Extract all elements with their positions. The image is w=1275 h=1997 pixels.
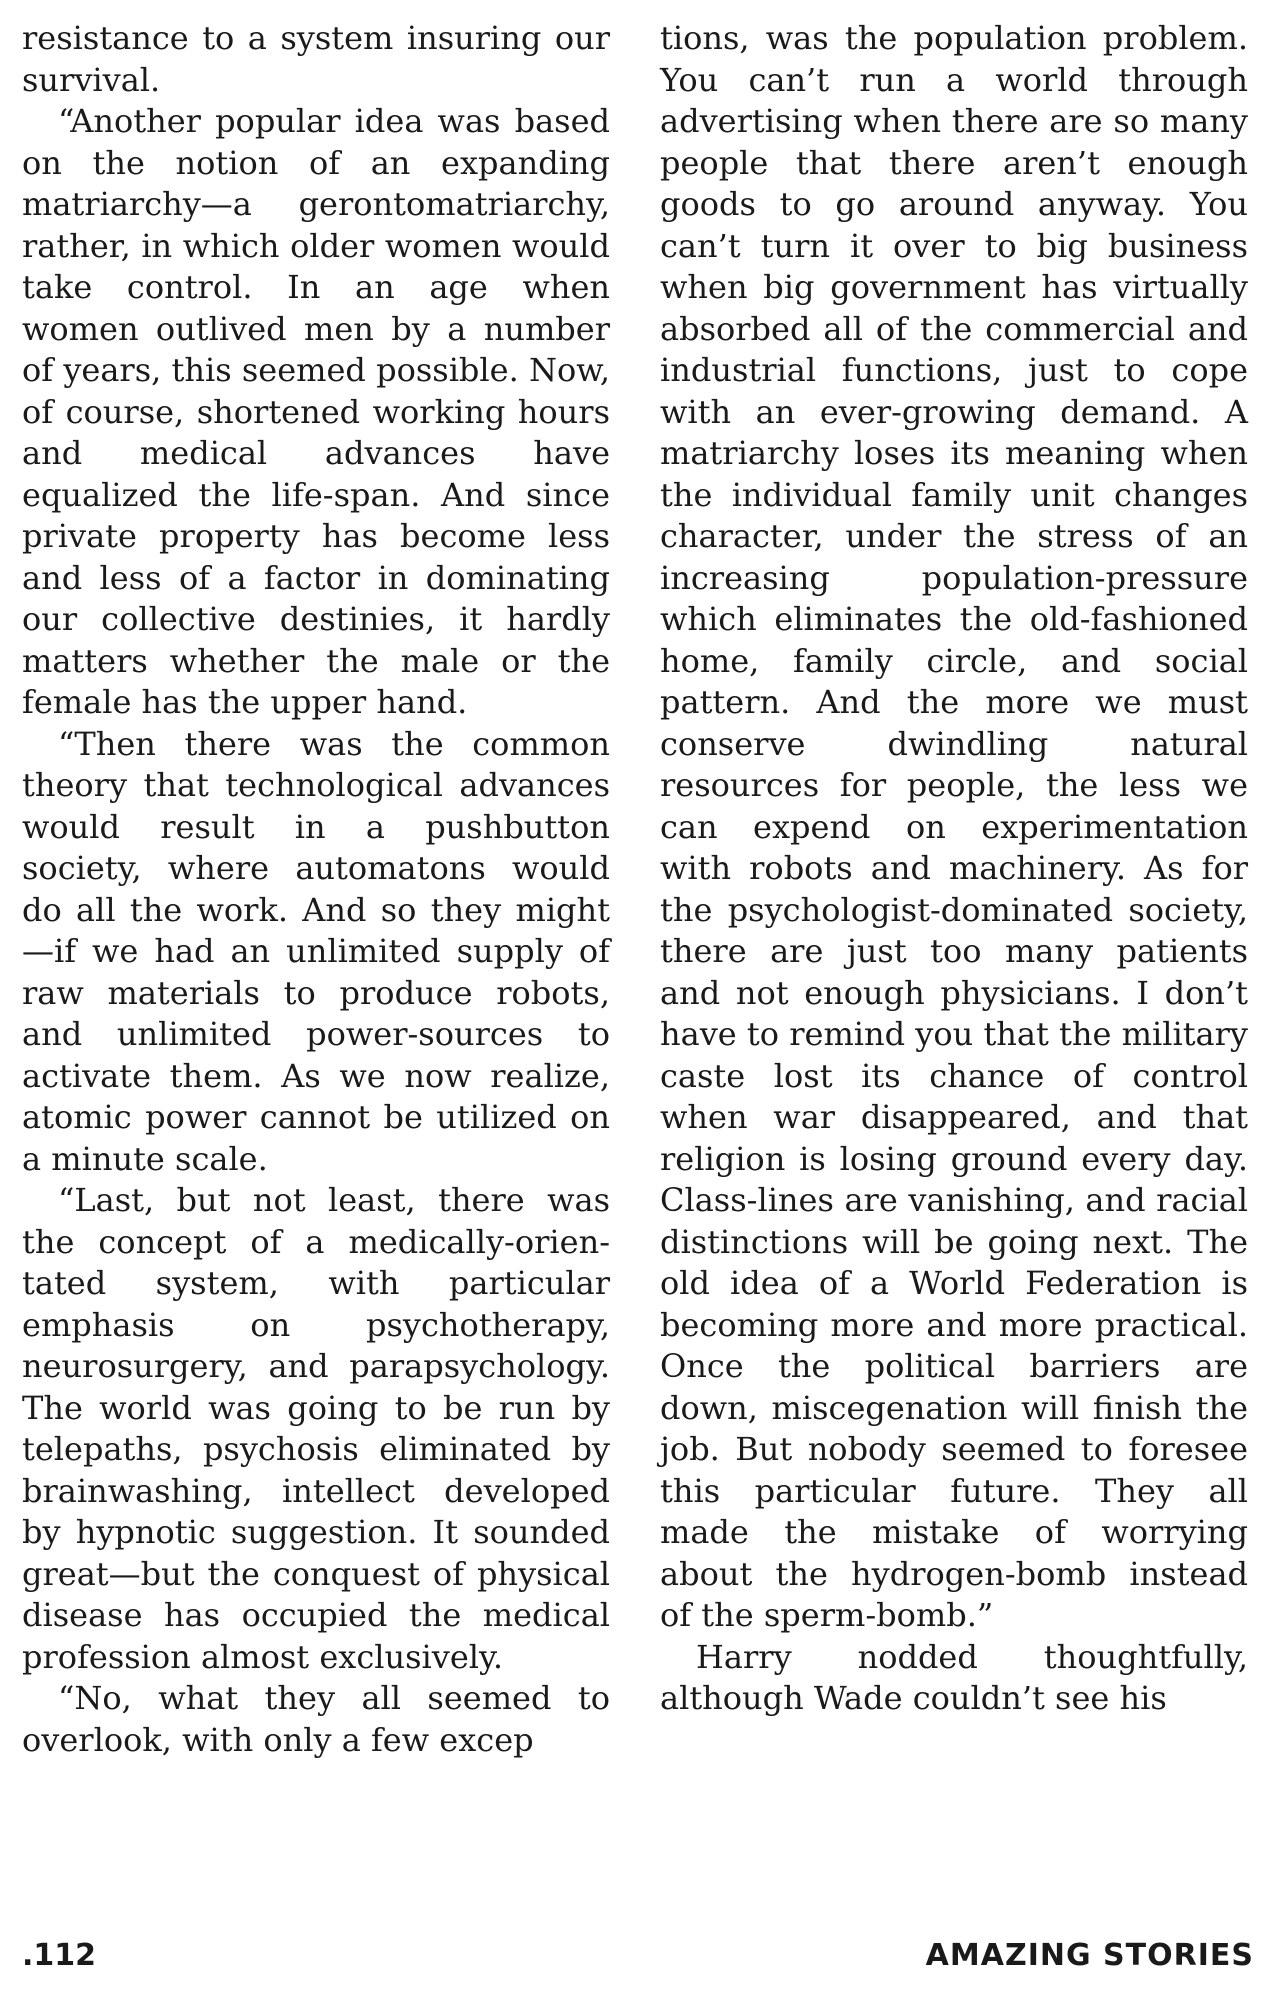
paragraph: “Last, but not least, there was the concept of a medically-orientated system, with particular emphasis on psychotherapy, neurosurgery, and parapsychology. The world was going to be run by telepaths, psychosis eliminated by brainwashing, intellect developed by hypnotic suggestion. It sounded great—but the conquest of physical disease has occupied the medical profession almost exclusively.: [22, 1181, 610, 1676]
page-number: .112: [22, 1938, 97, 1973]
page-footer: [22, 1936, 1254, 1976]
paragraph: resistance to a system insuring our survival.: [22, 19, 610, 99]
right-column: [660, 18, 1248, 1720]
paragraph: “Another popular idea was based on the notion of an expanding matriarchy—a gerontomatriarchy, rather, in which older women would take control. In an age when women outlived men by a number of years, this seemed possible. Now, of course, shortened working hours and medical advances have equalized the life-span. And since private property has become less and less of a factor in dominating our collective destinies, it hardly matters whether the male or the female has the upper hand.: [22, 102, 610, 721]
paragraph: “Then there was the common theory that technological advances would result in a pushbutton society, where automatons would do all the work. And so they might—if we had an unlimited supply of raw materials to produce robots, and unlimited power-sources to activate them. As we now realize, atomic power cannot be utilized on a minute scale.: [22, 724, 610, 1178]
paragraph: “No, what they all seemed to overlook, with only a few excep: [22, 1679, 610, 1759]
left-column: [22, 18, 610, 1761]
magazine-name: AMAZING STORIES: [925, 1938, 1254, 1973]
paragraph: Harry nodded thoughtfully, although Wade couldn’t see his: [660, 1637, 1248, 1717]
paragraph: tions, was the population problem. You can’t run a world through advertising when there are so many people that there aren’t enough goods to go around anyway. You can’t turn it over to big business when big government has virtually absorbed all of the commercial and industrial functions, just to cope with an ever-growing demand. A matriarchy loses its meaning when the individual family unit changes character, under the stress of an increasing population-pressure which eliminates the old-fashioned home, family circle, and social pattern. And the more we must conserve dwindling natural resources for people, the less we can expend on experimentation with robots and machinery. As for the psychologist-dominated society, there are just too many patients and not enough physicians. I don’t have to remind you that the military caste lost its chance of control when war disappeared, and that religion is losing ground every day. Class-lines are vanishing, and racial distinctions will be going next. The old idea of a World Federation is becoming more and more practical. Once the political barriers are down, miscegenation will finish the job. But nobody seemed to foresee this particular future. They all made the mistake of worrying about the hydrogen-bomb instead of the sperm-bomb.”: [660, 19, 1248, 1634]
